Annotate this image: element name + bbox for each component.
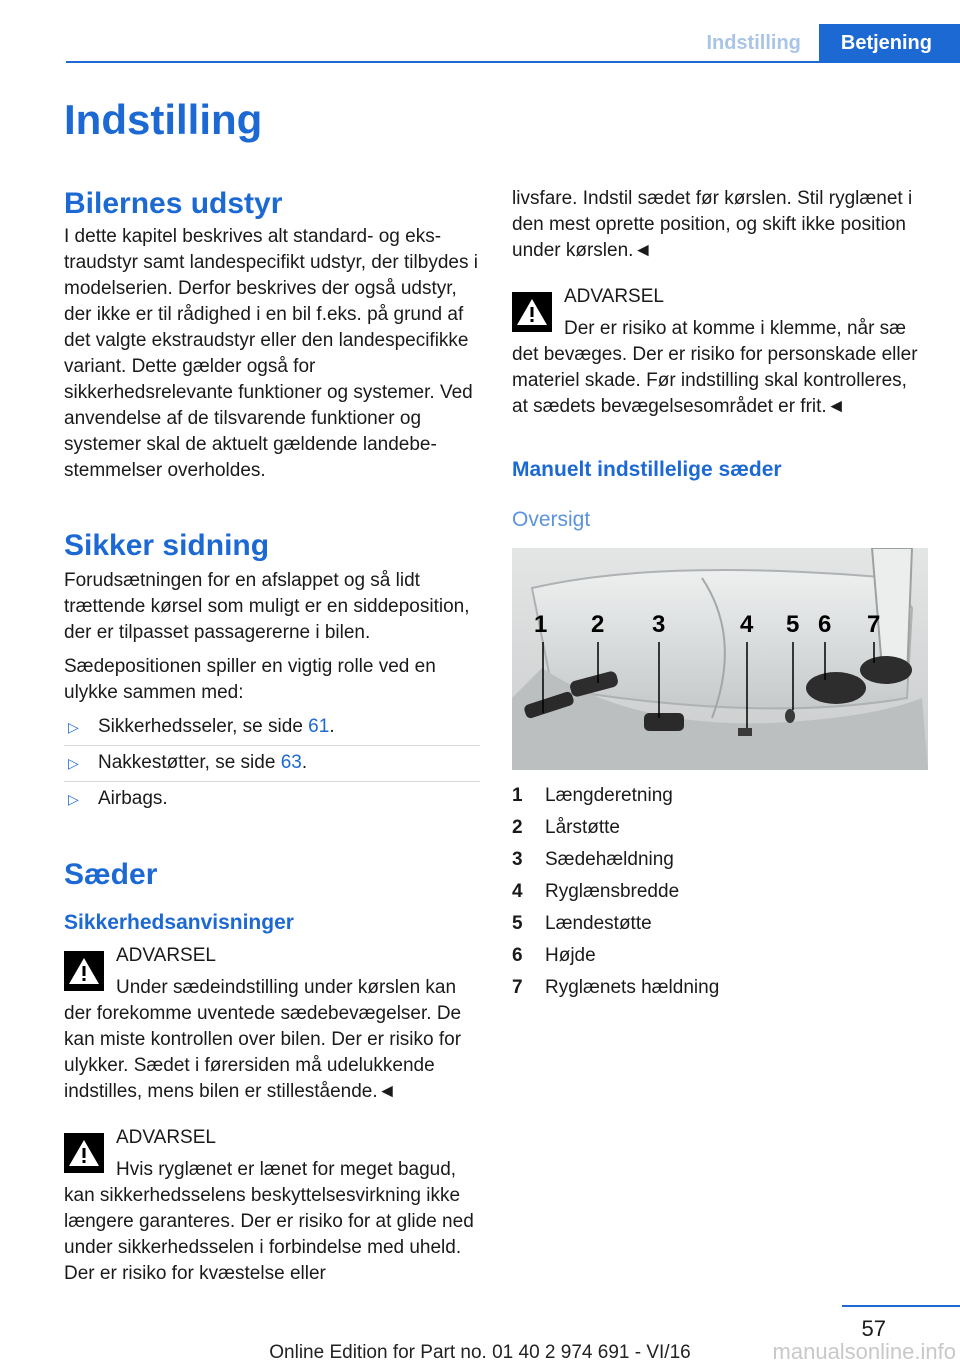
- warning-text-first: Under sædeindstilling under kørslen kan: [116, 977, 457, 998]
- legend-item: [512, 812, 928, 844]
- figure-callout-1: 1: [534, 611, 548, 638]
- paragraph-sidning-1: Forudsætningen for en afslappet og så lidt trættende kørsel som muligt er en siddeposition, der er tilpasset passagererne i bilen.: [64, 570, 470, 643]
- legend-number: 5: [512, 913, 523, 934]
- warning-text: det bevæges. Der er risiko for personskade eller materiel skade. Før indstilling skal kontrolleres, at sædets bevægelsesområdet er frit.◄: [512, 344, 918, 417]
- list-item-text: Nakkestøtter, se side: [98, 752, 281, 773]
- triangle-bullet-icon: ▷: [68, 791, 79, 807]
- legend-item: [512, 972, 928, 1004]
- list-item: [64, 781, 480, 817]
- warning-block-1: [64, 943, 480, 1105]
- legend-number: 4: [512, 881, 523, 902]
- legend-number: 7: [512, 977, 523, 998]
- list-item-text: Sikkerhedsseler, se side: [98, 716, 309, 737]
- warning-text-first: Der er risiko at komme i klemme, når sæ: [564, 318, 907, 339]
- triangle-bullet-icon: ▷: [68, 755, 79, 771]
- footer-rule: [842, 1305, 960, 1307]
- legend-item: [512, 876, 928, 908]
- legend-item: [512, 908, 928, 940]
- warning-title: ADVARSEL: [564, 286, 664, 307]
- list-item-end: .: [329, 716, 335, 737]
- list-item-text: Airbags.: [98, 788, 168, 809]
- legend-label: Lændestøtte: [545, 913, 652, 934]
- paragraph-sidning-2: Sædepositionen spiller en vigtig rolle ved en ulykke sammen med:: [64, 656, 436, 703]
- warning-text-first: Hvis ryglænet er lænet for meget bagud,: [116, 1159, 457, 1180]
- warning-title: ADVARSEL: [116, 1127, 216, 1148]
- legend-label: Sædehældning: [545, 849, 674, 870]
- legend-label: Ryglænets hældning: [545, 977, 720, 998]
- bullet-list: [64, 710, 480, 817]
- left-column: [64, 186, 480, 1287]
- heading-sikkerhedsanvisninger: Sikkerhedsanvisninger: [64, 911, 294, 934]
- page-link-63[interactable]: 63: [280, 752, 302, 773]
- legend-number: 3: [512, 849, 523, 870]
- figure-legend: [512, 780, 928, 1004]
- seat-illustration: [512, 548, 928, 770]
- tab-indstilling[interactable]: Indstilling: [706, 32, 801, 54]
- figure-callout-3: 3: [652, 611, 666, 638]
- seat-controls-figure: [512, 548, 928, 770]
- warning-icon: [64, 1133, 104, 1173]
- heading-sikker-sidning: Sikker sidning: [64, 529, 270, 562]
- tab-betjening[interactable]: Betjening: [819, 24, 960, 62]
- legend-number: 6: [512, 945, 523, 966]
- edition-text: Online Edition for Part no. 01 40 2 974 691 - VI/16: [269, 1342, 691, 1363]
- list-item-end: .: [301, 752, 308, 773]
- list-item: [64, 745, 480, 781]
- figure-callout-5: 5: [786, 611, 800, 638]
- heading-oversigt: Oversigt: [512, 508, 591, 531]
- paragraph-continued: livsfare. Indstil sædet før kørslen. Stil ryglænet i den mest oprette position, og skift ikke position under kørslen.◄: [512, 188, 913, 261]
- figure-callout-7: 7: [867, 611, 881, 638]
- warning-icon: [64, 951, 104, 991]
- warning-title: ADVARSEL: [116, 945, 216, 966]
- page-link-61[interactable]: 61: [308, 716, 330, 737]
- legend-number: 1: [512, 785, 523, 806]
- legend-number: 2: [512, 817, 523, 838]
- heading-saeder: Sæder: [64, 858, 158, 891]
- triangle-bullet-icon: ▷: [68, 719, 79, 735]
- header-rule: [66, 61, 960, 63]
- heading-manuelt-indstillelige: Manuelt indstillelige sæder: [512, 458, 782, 481]
- legend-item: [512, 940, 928, 972]
- paragraph-udstyr: I dette kapitel beskrives alt standard- og ekstraudstyr samt landespecifikt udstyr, der tilbydes i modelserien. Derfor beskrives der også udstyr, der ikke er til rådighed i en bil f.eks. på grund af det valgte ekstraudstyr eller den landespecifikke variant. Dette gælder også for sikkerhedsrelevante funktioner og systemer. Ved anvendelse af de tilsvarende funktioner og systemer skal de aktuelt gældende landebestemmelser overholdes.: [64, 226, 478, 481]
- page-title: Indstilling: [64, 96, 263, 143]
- watermark: manualsonline.info: [772, 1339, 956, 1364]
- list-item: [64, 710, 480, 745]
- warning-block-2: [64, 1125, 480, 1287]
- header-tabs: [688, 24, 960, 62]
- warning-text: kan sikkerhedsselens beskyttelsesvirkning ikke længere garanteres. Der er risiko for at glide ned under sikkerhedsselen i forbindelse med uheld. Der er risiko for kvæstelse eller: [64, 1185, 474, 1284]
- warning-icon: [512, 292, 552, 332]
- legend-item: [512, 780, 928, 812]
- legend-label: Ryglænsbredde: [545, 881, 680, 902]
- legend-label: Højde: [545, 945, 596, 966]
- legend-item: [512, 844, 928, 876]
- right-column: [512, 186, 928, 1004]
- legend-label: Længderetning: [545, 785, 673, 806]
- figure-callout-2: 2: [591, 611, 605, 638]
- warning-text: der forekomme uventede sædebevægelser. De kan miste kontrollen over bilen. Der er risiko for ulykker. Sædet i førersiden må udelukkende indstilles, mens bilen er stillestående.◄: [64, 1003, 462, 1102]
- legend-label: Lårstøtte: [545, 817, 620, 838]
- figure-callout-6: 6: [818, 611, 832, 638]
- warning-block-3: [512, 284, 928, 420]
- heading-bilernes-udstyr: Bilernes udstyr: [64, 187, 283, 220]
- page-number: 57: [861, 1316, 886, 1341]
- figure-callout-4: 4: [740, 611, 754, 638]
